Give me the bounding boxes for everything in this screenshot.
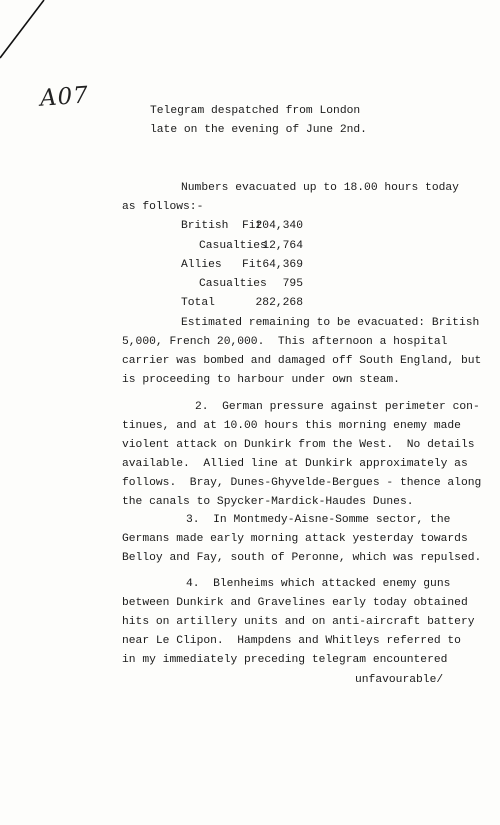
- paragraph-4-line: hits on artillery units and on anti-aircraft battery: [122, 616, 475, 628]
- paragraph-1-line: 5,000, French 20,000. This afternoon a hospital: [122, 336, 448, 348]
- paragraph-2-line: violent attack on Dunkirk from the West. No details: [122, 439, 475, 451]
- intro-line-1: Numbers evacuated up to 18.00 hours today: [181, 182, 459, 194]
- paragraph-2-line: follows. Bray, Dunes-Ghyvelde-Bergues - thence along: [122, 477, 482, 489]
- table-row-value: 282,268: [255, 297, 303, 309]
- table-row-value: 204,340: [255, 220, 303, 232]
- paragraph-3-line: Belloy and Fay, south of Peronne, which was repulsed.: [122, 552, 482, 564]
- paragraph-2-line: tinues, and at 10.00 hours this morning enemy made: [122, 420, 461, 432]
- table-row-value: 12,764: [262, 240, 303, 252]
- header-line-1: Telegram despatched from London: [150, 105, 361, 117]
- intro-line-2: as follows:-: [122, 201, 204, 213]
- table-row-label: Total: [181, 297, 215, 309]
- table-row-value: 795: [282, 278, 303, 290]
- paragraph-3-line: Germans made early morning attack yesterday towards: [122, 533, 468, 545]
- margin-pen-stroke: [0, 0, 60, 70]
- table-row-label: Casualties: [199, 278, 267, 290]
- paragraph-4-line: in my immediately preceding telegram encountered: [122, 654, 448, 666]
- paragraph-2-line: available. Allied line at Dunkirk approximately as: [122, 458, 468, 470]
- paragraph-3-line: 3. In Montmedy-Aisne-Somme sector, the: [186, 514, 451, 526]
- catchword: unfavourable/: [355, 674, 444, 686]
- paragraph-4-line: near Le Clipon. Hampdens and Whitleys referred to: [122, 635, 461, 647]
- paragraph-1-line: carrier was bombed and damaged off South England, but: [122, 355, 482, 367]
- handwritten-code: A07: [39, 82, 90, 112]
- table-row-label: Casualties: [199, 240, 267, 252]
- paragraph-2-line: the canals to Spycker-Mardick-Haudes Dunes.: [122, 496, 414, 508]
- paragraph-1-line: is proceeding to harbour under own steam.: [122, 374, 400, 386]
- paragraph-4-line: between Dunkirk and Gravelines early today obtained: [122, 597, 468, 609]
- table-row-label: British Fit: [181, 220, 263, 232]
- paragraph-4-line: 4. Blenheims which attacked enemy guns: [186, 578, 451, 590]
- paragraph-1-line: Estimated remaining to be evacuated: British: [181, 317, 480, 329]
- paragraph-2-line: 2. German pressure against perimeter con-: [195, 401, 480, 413]
- table-row-label: Allies Fit: [181, 259, 263, 271]
- table-row-value: 64,369: [262, 259, 303, 271]
- header-line-2: late on the evening of June 2nd.: [150, 124, 367, 136]
